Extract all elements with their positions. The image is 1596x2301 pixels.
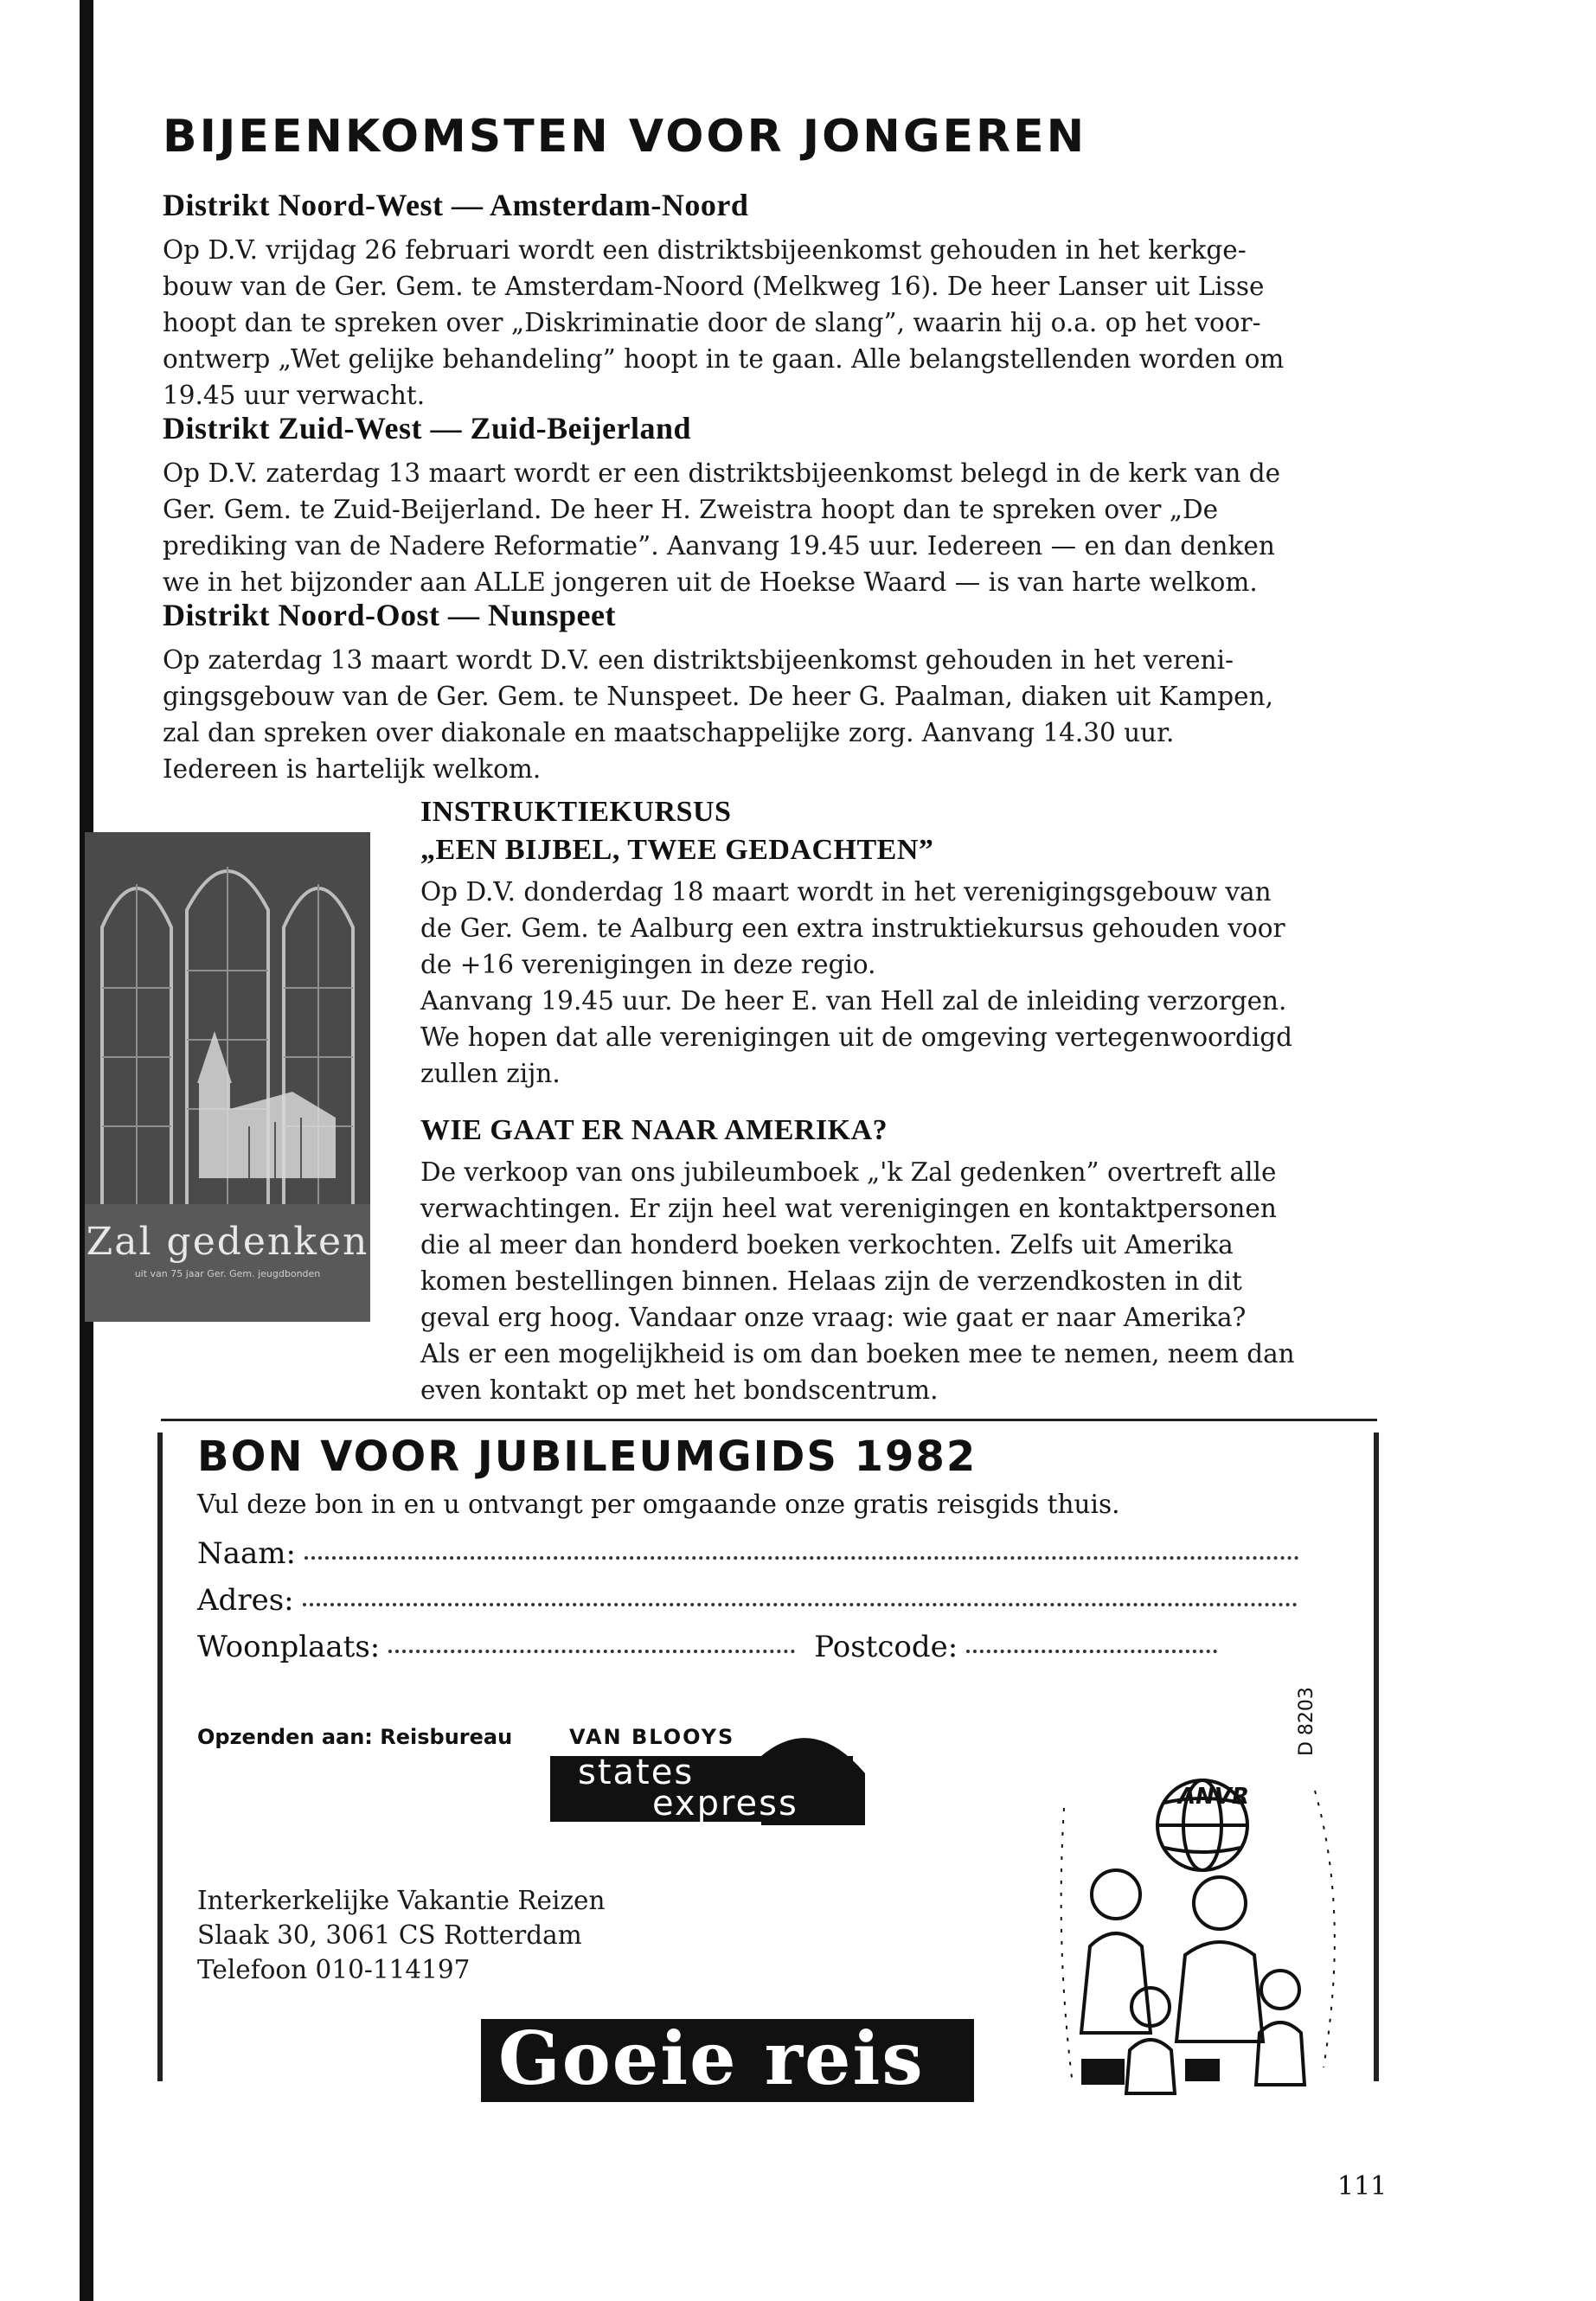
america-line: die al meer dan honderd boeken verkochten. Zelfs uit Amerika [420, 1230, 1234, 1259]
send-to-label: Opzenden aan: Reisbureau [197, 1725, 513, 1749]
address-fill-line[interactable] [303, 1603, 1298, 1606]
section-line: 19.45 uur verwacht. [163, 381, 426, 410]
cover-title: Zal gedenken [86, 1220, 369, 1264]
course-heading: INSTRUKTIEKURSUS [420, 796, 732, 828]
address-label: Adres: [197, 1583, 294, 1618]
name-label: Naam: [197, 1536, 296, 1571]
agency-address-line: Interkerkelijke Vakantie Reizen [197, 1886, 606, 1915]
section-line: Ger. Gem. te Zuid-Beijerland. De heer H. Zweistra hoopt dan te spreken over „De [163, 495, 1219, 524]
america-line: geval erg hoog. Vandaar onze vraag: wie gaat er naar Amerika? [420, 1303, 1247, 1332]
america-section [420, 1114, 1415, 1408]
express-text: express [652, 1784, 798, 1823]
name-fill-line[interactable] [304, 1556, 1299, 1560]
course-section [420, 796, 1415, 1092]
agency-phone-line: Telefoon 010-114197 [197, 1955, 471, 1984]
coupon-top-rule [161, 1419, 1377, 1421]
page-title: BIJEENKOMSTEN VOOR JONGEREN [163, 111, 1087, 163]
course-subheading: „EEN BIJBEL, TWEE GEDACHTEN” [420, 834, 934, 866]
slogan-text: Goeie reis [498, 2016, 925, 2101]
family-globe-illustration [1055, 1773, 1341, 2102]
globe-label: ANVR [1178, 1784, 1250, 1810]
section-line: Op D.V. zaterdag 13 maart wordt er een distriktsbijeenkomst belegd in de kerk van de [163, 458, 1281, 488]
coupon-code: D 8203 [1296, 1687, 1317, 1756]
america-line: De verkoop van ons jubileumboek „'k Zal gedenken” overtreft alle [420, 1157, 1277, 1187]
city-field[interactable] [197, 1630, 1217, 1664]
address-field[interactable] [197, 1583, 1298, 1618]
america-line: even kontakt op met het bondscentrum. [420, 1375, 939, 1405]
section-noord-oost [163, 597, 1408, 787]
america-line: verwachtingen. Er zijn heel wat verenigingen en kontaktpersonen [420, 1194, 1277, 1223]
section-line: zal dan spreken over diakonale en maatschappelijke zorg. Aanvang 14.30 uur. [163, 718, 1175, 747]
section-line: gingsgebouw van de Ger. Gem. te Nunspeet. De heer G. Paalman, diaken uit Kampen, [163, 682, 1273, 711]
section-line: hoopt dan te spreken over „Diskriminatie door de slang”, waarin hij o.a. op het voor- [163, 308, 1261, 337]
agency-address-line: Slaak 30, 3061 CS Rotterdam [197, 1920, 582, 1950]
america-line: Als er een mogelijkheid is om dan boeken mee te nemen, neem dan [420, 1339, 1295, 1368]
course-line: de +16 verenigingen in deze regio. [420, 950, 876, 979]
city-label: Woonplaats: [197, 1630, 381, 1664]
section-heading: Distrikt Noord-West — Amsterdam-Noord [163, 188, 749, 222]
course-line: We hopen dat alle verenigingen uit de omgeving vertegenwoordigd [420, 1022, 1293, 1052]
states-text: states [578, 1753, 695, 1792]
postcode-fill-line[interactable] [966, 1650, 1217, 1653]
coupon-right-border [1374, 1433, 1379, 2081]
cover-subtitle: uit van 75 jaar Ger. Gem. jeugdbonden [134, 1268, 321, 1279]
coupon-intro: Vul deze bon in en u ontvangt per omgaande onze gratis reisgids thuis. [197, 1490, 1120, 1519]
section-line: ontwerp „Wet gelijke behandeling” hoopt in te gaan. Alle belangstellenden worden om [163, 344, 1285, 374]
coupon-left-border [157, 1433, 163, 2081]
section-heading: Distrikt Noord-Oost — Nunspeet [163, 598, 616, 632]
course-line: Op D.V. donderdag 18 maart wordt in het verenigingsgebouw van [420, 877, 1272, 907]
section-line: we in het bijzonder aan ALLE jongeren uit de Hoekse Waard — is van harte welkom. [163, 567, 1258, 597]
section-line: prediking van de Nadere Reformatie”. Aanvang 19.45 uur. Iedereen — en dan denken [163, 531, 1275, 561]
section-heading: Distrikt Zuid-West — Zuid-Beijerland [163, 411, 692, 445]
postcode-label: Postcode: [814, 1630, 958, 1664]
course-line: Aanvang 19.45 uur. De heer E. van Hell zal de inleiding verzorgen. [420, 986, 1287, 1016]
course-line: zullen zijn. [420, 1059, 561, 1088]
section-zuid-west [163, 410, 1408, 600]
book-cover-image [85, 832, 370, 1322]
america-line: komen bestellingen binnen. Helaas zijn de verzendkosten in dit [420, 1266, 1242, 1296]
page-number: 111 [1337, 2171, 1388, 2202]
america-heading: WIE GAAT ER NAAR AMERIKA? [420, 1114, 888, 1146]
agency-name: VAN BLOOYS [569, 1725, 735, 1749]
section-noord-west [163, 187, 1408, 413]
city-fill-line[interactable] [388, 1650, 795, 1653]
course-line: de Ger. Gem. te Aalburg een extra instruktiekursus gehouden voor [420, 913, 1285, 943]
section-line: Op D.V. vrijdag 26 februari wordt een distriktsbijeenkomst gehouden in het kerkge- [163, 235, 1247, 265]
section-line: Op zaterdag 13 maart wordt D.V. een distriktsbijeenkomst gehouden in het vereni- [163, 645, 1234, 675]
coupon-title: BON VOOR JUBILEUMGIDS 1982 [197, 1433, 977, 1481]
section-line: Iedereen is hartelijk welkom. [163, 754, 542, 784]
section-line: bouw van de Ger. Gem. te Amsterdam-Noord (Melkweg 16). De heer Lanser uit Lisse [163, 272, 1265, 301]
name-field[interactable] [197, 1536, 1299, 1571]
